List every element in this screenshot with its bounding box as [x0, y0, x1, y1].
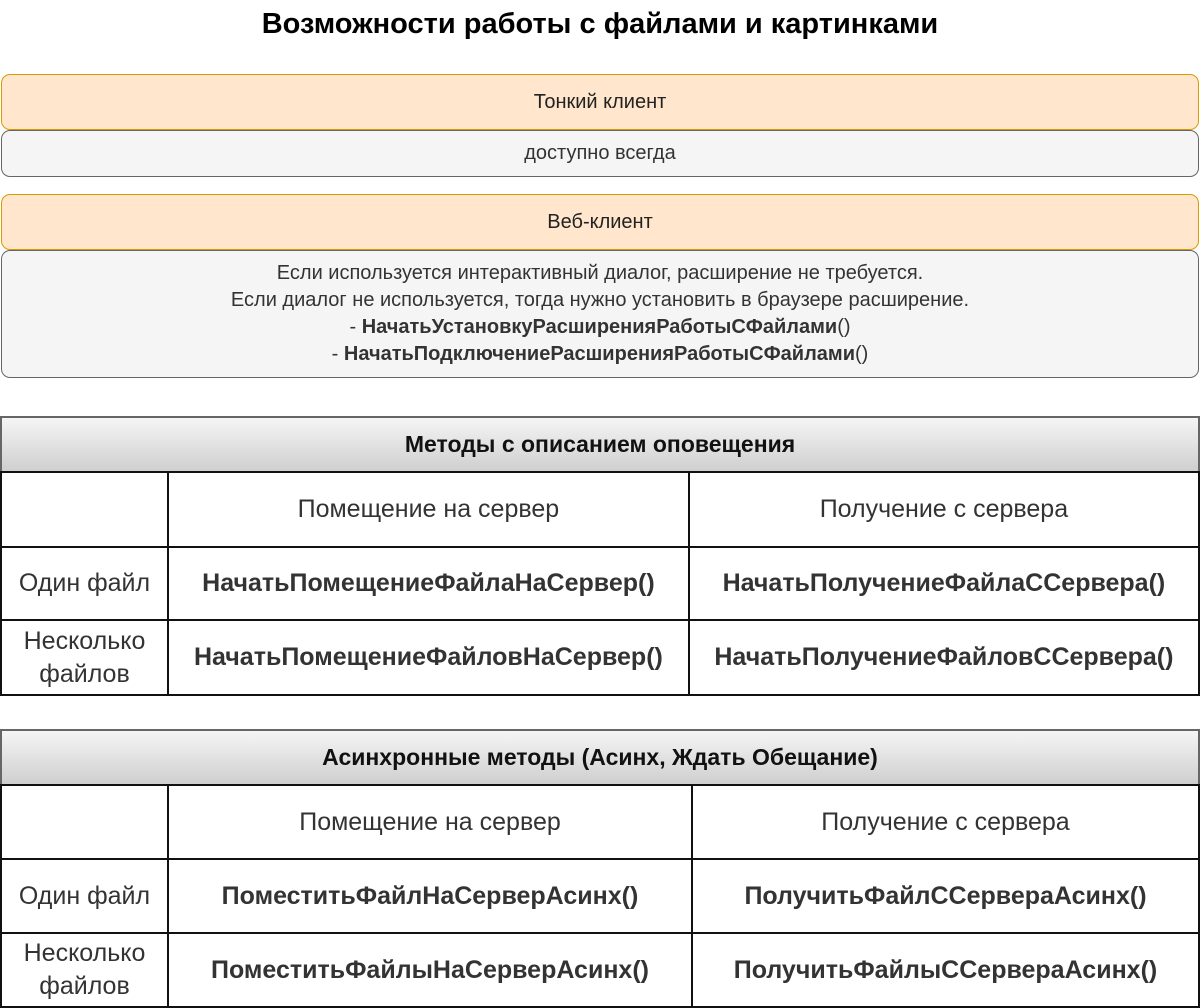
notification-methods-table	[0, 416, 1200, 696]
row-label: Несколько файлов	[1, 933, 168, 1007]
async-methods-table	[0, 729, 1200, 1008]
prefix: -	[349, 316, 362, 338]
suffix: ()	[837, 316, 851, 338]
row-label: Один файл	[1, 547, 168, 620]
corner-cell	[1, 785, 168, 859]
thin-client-note: доступно всегда	[1, 130, 1199, 177]
thin-client-header: Тонкий клиент	[1, 74, 1199, 130]
table-header-row	[1, 785, 1199, 859]
method-cell: НачатьПомещениеФайлаНаСервер()	[168, 547, 689, 620]
method-cell: ПолучитьФайлССервераАсинх()	[692, 859, 1199, 933]
column-header: Помещение на сервер	[168, 785, 692, 859]
method-name: НачатьУстановкуРасширенияРаботыСФайлами	[361, 316, 838, 338]
method-cell: НачатьПолучениеФайлаССервера()	[689, 547, 1199, 620]
table-header-row	[1, 472, 1199, 547]
column-header: Помещение на сервер	[168, 472, 689, 547]
method-cell: НачатьПомещениеФайловНаСервер()	[168, 620, 689, 695]
method-cell: НачатьПолучениеФайловССервера()	[689, 620, 1199, 695]
method-cell: ПоместитьФайлыНаСерверАсинх()	[168, 933, 692, 1007]
table-row	[1, 620, 1199, 695]
table-row	[1, 859, 1199, 933]
row-label: Один файл	[1, 859, 168, 933]
table-title: Методы с описанием оповещения	[0, 416, 1200, 471]
corner-cell	[1, 472, 168, 547]
column-header: Получение с сервера	[689, 472, 1199, 547]
note-line: Если используется интерактивный диалог, расширение не требуется.	[276, 262, 924, 284]
web-client-note	[1, 250, 1199, 378]
suffix: ()	[854, 343, 869, 365]
method-cell: ПоместитьФайлНаСерверАсинх()	[168, 859, 692, 933]
method-name: НачатьПодключениеРасширенияРаботыСФайлами	[343, 343, 855, 365]
prefix: -	[331, 343, 344, 365]
web-client-header: Веб-клиент	[1, 194, 1199, 250]
method-line	[349, 314, 850, 341]
table-row	[1, 547, 1199, 620]
note-line: Если диалог не используется, тогда нужно установить в браузере расширение.	[230, 289, 970, 311]
column-header: Получение с сервера	[692, 785, 1199, 859]
method-cell: ПолучитьФайлыССервераАсинх()	[692, 933, 1199, 1007]
row-label: Несколько файлов	[1, 620, 168, 695]
method-line	[332, 341, 869, 368]
page-title: Возможности работы с файлами и картинками	[261, 8, 939, 40]
table-row	[1, 933, 1199, 1007]
table-title: Асинхронные методы (Асинх, Ждать Обещание)	[0, 729, 1200, 784]
